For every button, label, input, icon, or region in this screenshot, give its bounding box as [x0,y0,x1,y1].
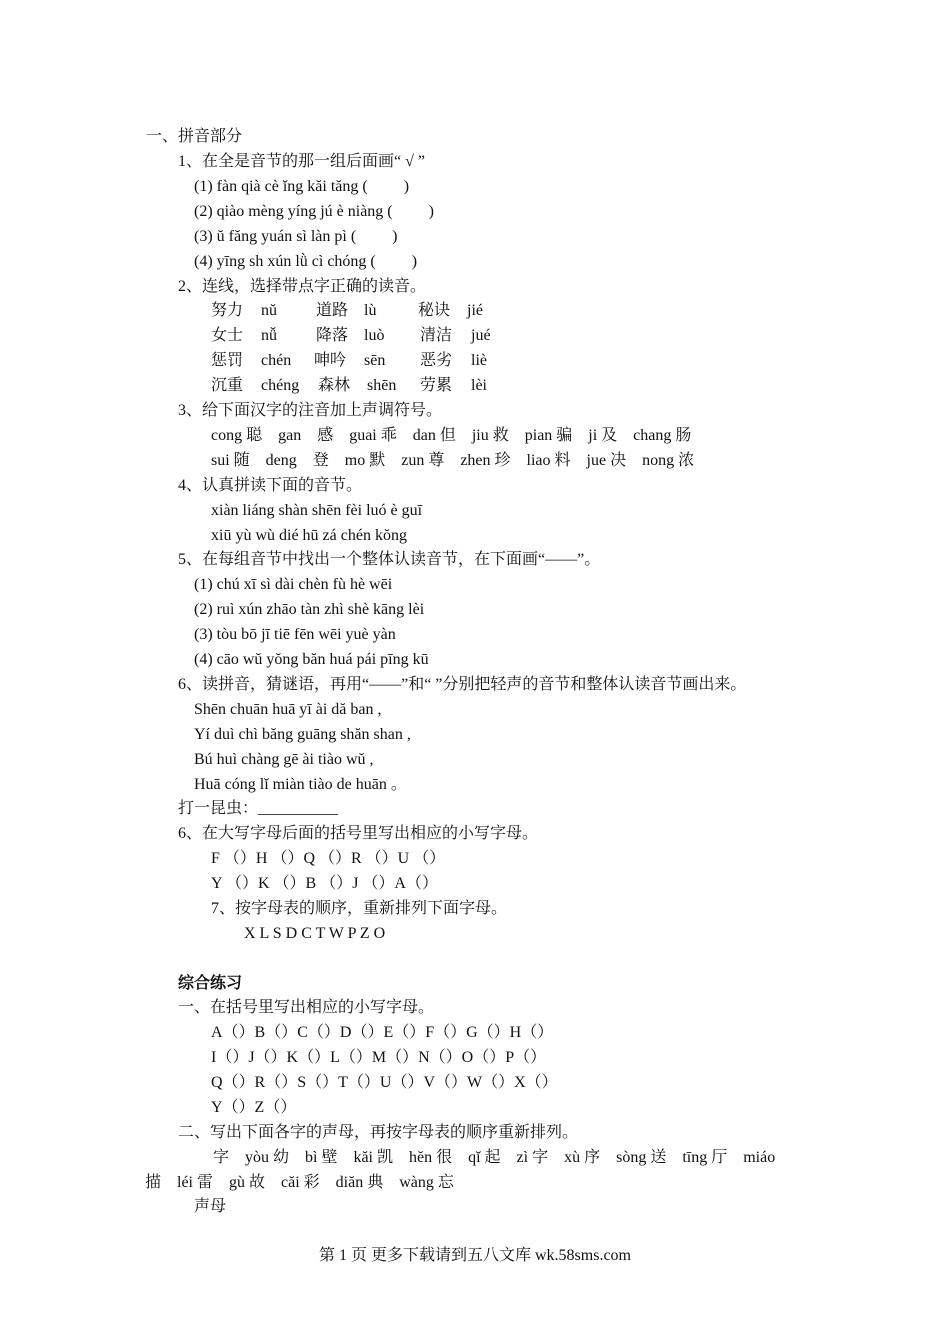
q2-heading: 2、连线，选择带点字正确的读音。 [178,278,427,295]
q3-row: cong 聪 gan 感 guai 乖 dan 但 jiu 救 pian 骗 ji 及 chang 肠 [211,427,692,444]
s2-q1-row: I（）J（）K（）L（）M（）N（）O（）P（） [211,1049,547,1066]
s2-q1-heading: 一、在括号里写出相应的小写字母。 [178,999,435,1016]
q2-word: 清洁 [420,327,453,344]
q6a-heading: 6、读拼音，猜谜语，再用“——”和“ ”分别把轻声的音节和整体认读音节画出来。 [178,676,747,693]
riddle-line: Shēn chuān huā yī ài dă ban , [194,701,382,718]
q1-item: (4) yīng sh xún lǜ cì chóng ( ) [194,253,418,270]
initials-label: 声母 [194,1198,227,1215]
s2-q1-row: A（）B（）C（）D（）E（）F（）G（）H（） [211,1024,554,1041]
q2-pinyin: nŭ [261,302,277,319]
q2-pinyin: chén [261,352,292,369]
q5-item: (4) cāo wŭ yŏng băn huá pái pīng kū [194,651,429,668]
q1-item: (2) qiào mèng yíng jú è niàng ( ) [194,203,434,220]
q2-pinyin: chéng [261,377,300,394]
riddle-line: Yí duì chì băng guāng shăn shan , [194,726,411,743]
q2-pinyin: nǚ [261,327,277,344]
q5-item: (3) tòu bō jī tiē fēn wēi yuè yàn [194,626,396,643]
q2-pinyin: jié [467,302,483,319]
q7-heading: 7、按字母表的顺序，重新排列下面字母。 [211,900,508,917]
q2-pinyin: lù [364,302,377,319]
q2-word: 降落 [316,327,349,344]
q6b-heading: 6、在大写字母后面的括号里写出相应的小写字母。 [178,825,539,842]
q2-word: 沉重 [211,377,244,394]
q2-word: 森林 [318,377,351,394]
q2-word: 秘诀 [418,302,451,319]
q2-word: 恶劣 [420,352,453,369]
q1-item: (3) ŭ făng yuán sì làn pì ( ) [194,228,398,245]
q2-word: 努力 [211,302,244,319]
q2-pinyin: luò [364,327,385,344]
q5-item: (2) ruì xún zhāo tàn zhì shè kāng lèi [194,601,425,618]
q2-pinyin: lèi [471,377,487,394]
q2-word: 劳累 [420,377,453,394]
section-title-pinyin: 一、拼音部分 [146,128,243,145]
q2-pinyin: sēn [364,352,386,369]
s2-q1-row: Q（）R（）S（）T（）U（）V（）W（）X（） [211,1074,558,1091]
q5-heading: 5、在每组音节中找出一个整体认读音节，在下面画“——”。 [178,551,601,568]
q2-pinyin: shēn [367,377,397,394]
q2-word: 道路 [316,302,349,319]
s2-q2-line: 描 léi 雷 gù 故 căi 彩 diăn 典 wàng 忘 [145,1174,454,1191]
riddle-line: Huā cóng lĭ miàn tiào de huān 。 [194,776,407,793]
q4-row: xiū yù wù dié hū zá chén kŏng [211,527,407,544]
q3-row: sui 随 deng 登 mo 默 zun 尊 zhen 珍 liao 料 jue 决 nong 浓 [211,452,695,469]
s2-q2-heading: 二、写出下面各字的声母，再按字母表的顺序重新排列。 [178,1124,579,1141]
q2-pinyin: jué [471,327,491,344]
s2-q2-line: 字 yòu 幼 bì 壁 kăi 凯 hĕn 很 qĭ 起 zì 字 xù 序 sòng 送 tīng 厅 miáo [213,1149,776,1166]
s2-q1-row: Y（）Z（） [211,1099,297,1116]
q1-item: (1) fàn qià cè ĭng kăi tăng ( ) [194,178,410,195]
q4-row: xiàn liáng shàn shēn fèi luó è guī [211,502,423,519]
q2-word: 惩罚 [211,352,244,369]
page-footer: 第 1 页 更多下载请到五八文库 wk.58sms.com [318,1247,631,1264]
section-title-practice: 综合练习 [178,975,243,992]
q5-item: (1) chú xī sì dài chèn fù hè wēi [194,576,393,593]
riddle-line: Bú huì chàng gē ài tiào wŭ , [194,751,374,768]
q3-heading: 3、给下面汉字的注音加上声调符号。 [178,402,443,419]
q7-letters: X L S D C T W P Z O [244,925,386,942]
q2-word: 呻吟 [314,352,347,369]
q6b-row: F （）H （）Q （）R （）U （） [211,850,446,867]
q4-heading: 4、认真拼读下面的音节。 [178,477,363,494]
q1-heading: 1、在全是音节的那一组后面画“ √ ” [178,153,425,170]
q2-pinyin: liè [471,352,487,369]
riddle-answer-blank: 打一昆虫：__________ [178,800,339,817]
q6b-row: Y （）K （）B （）J （）A（） [211,875,438,892]
q2-word: 女士 [211,327,244,344]
